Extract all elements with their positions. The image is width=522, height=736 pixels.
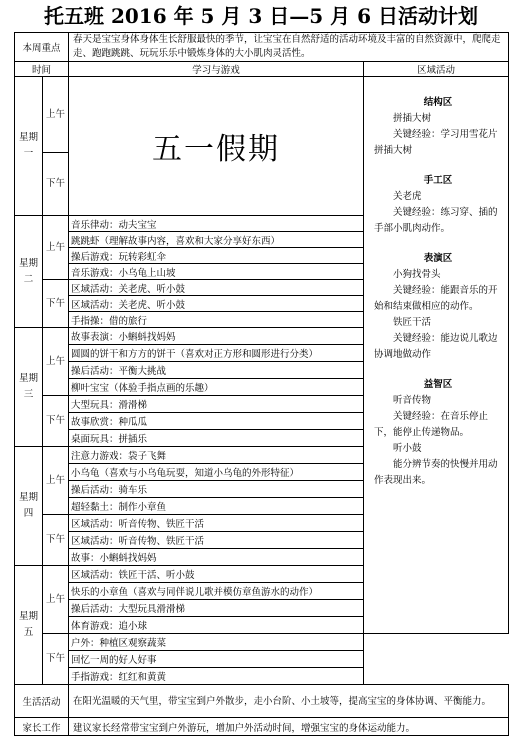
monday-am-label: 上午 xyxy=(43,77,69,153)
zone-line: 关键经验：在音乐停止下，能停止传递物品。 xyxy=(374,411,489,438)
am-label: 上午 xyxy=(43,216,69,280)
life-label: 生活活动 xyxy=(15,685,69,718)
header-row xyxy=(15,62,509,77)
activity-row xyxy=(15,651,509,668)
monday-pm-label: 下午 xyxy=(43,153,69,216)
zone-line: 关键经验：能边说儿歌边协调地做动作 xyxy=(374,333,498,360)
activity-item: 柳叶宝宝（体验手指点画的乐趣） xyxy=(69,379,364,396)
pm-label: 下午 xyxy=(43,634,69,685)
activity-item: 音乐律动：动夫宝宝 xyxy=(69,216,364,232)
day-label-tuesday: 星期二 xyxy=(15,216,43,328)
activity-item: 小乌龟（喜欢与小乌龟玩耍，知道小乌龟的外形特征） xyxy=(69,464,364,481)
focus-row xyxy=(15,33,509,62)
zone-line: 小狗找骨头 xyxy=(393,269,441,280)
monday-am-row xyxy=(15,77,509,153)
zone-line: 关键经验：学习用雪花片拼插大树 xyxy=(374,129,498,156)
activity-item: 区域活动：关老虎、听小鼓 xyxy=(69,296,364,312)
activity-item: 超轻黏土：制作小章鱼 xyxy=(69,498,364,515)
activity-item: 故事欣赏：种瓜瓜 xyxy=(69,413,364,430)
activity-item: 区域活动：关老虎、听小鼓 xyxy=(69,280,364,296)
focus-label: 本周重点 xyxy=(15,33,69,62)
zone-title-craft: 手工区 xyxy=(423,175,453,186)
zone-title-structure: 结构区 xyxy=(423,97,453,108)
header-learning: 学习与游戏 xyxy=(69,62,364,77)
header-time: 时间 xyxy=(15,62,69,77)
pm-label: 下午 xyxy=(43,280,69,328)
day-label-thursday: 星期四 xyxy=(15,447,43,566)
page-title: 托五班 2016 年 5 月 3 日—5 月 6 日活动计划 xyxy=(44,4,478,28)
life-text: 在阳光温暖的天气里，带宝宝到户外散步，走小台阶、小土坡等，提高宝宝的身体协调、平衡能力。 xyxy=(69,685,509,718)
am-label: 上午 xyxy=(43,328,69,396)
zone-line: 听音传物 xyxy=(393,395,432,406)
zone-line: 关键经验：能跟音乐的开始和结束做相应的动作。 xyxy=(374,285,498,312)
activity-item: 圆圆的饼干和方方的饼干（喜欢对正方形和圆形进行分类） xyxy=(69,345,364,362)
activity-item: 桌面玩具：拼插乐 xyxy=(69,430,364,447)
parent-text: 建议家长经常带宝宝到户外游玩，增加户外活动时间，增强宝宝的身体运动能力。 xyxy=(69,718,509,736)
am-label: 上午 xyxy=(43,447,69,515)
zone-line: 铁匠干活 xyxy=(393,317,432,328)
activity-item: 操后活动：大型玩具滑滑梯 xyxy=(69,600,364,617)
activity-item: 区域活动：听音传物、铁匠干活 xyxy=(69,532,364,549)
zone-title-performance: 表演区 xyxy=(423,253,453,264)
day-label-wednesday: 星期三 xyxy=(15,328,43,447)
activity-item: 快乐的小章鱼（喜欢与同伴说儿歌并模仿章鱼游水的动作） xyxy=(69,583,364,600)
activity-item: 注意力游戏：袋子飞舞 xyxy=(69,447,364,464)
parent-label: 家长工作 xyxy=(15,718,69,736)
activity-item: 操后游戏：玩转彩虹伞 xyxy=(69,248,364,264)
zone-line: 能分辨节奏的快慢并用动作表现出来。 xyxy=(374,459,498,486)
activity-item: 故事表演：小蝌蚪找妈妈 xyxy=(69,328,364,345)
activity-item: 跳跳虾（理解故事内容，喜欢和大家分享好东西） xyxy=(69,232,364,248)
zone-line: 听小鼓 xyxy=(393,443,422,454)
activity-item: 体育游戏：追小球 xyxy=(69,617,364,634)
zone-line: 关键经验：练习穿、插的手部小肌肉动作。 xyxy=(374,207,498,234)
activity-item: 故事：小蝌蚪找妈妈 xyxy=(69,549,364,566)
zone-line: 关老虎 xyxy=(393,191,422,202)
header-zone: 区域活动 xyxy=(364,62,509,77)
activity-item: 户外：种植区观察蔬菜 xyxy=(69,634,364,651)
activity-row xyxy=(15,668,509,685)
zone-line: 拼插大树 xyxy=(393,113,432,124)
activity-item: 区域活动：铁匠干活、听小鼓 xyxy=(69,566,364,583)
life-row xyxy=(15,685,509,718)
day-label-friday: 星期五 xyxy=(15,566,43,685)
activity-item: 音乐游戏：小乌龟上山坡 xyxy=(69,264,364,280)
activity-item: 区域活动：听音传物、铁匠干活 xyxy=(69,515,364,532)
parent-row xyxy=(15,718,509,736)
zone-title-puzzle: 益智区 xyxy=(423,379,453,390)
holiday-text: 五一假期 xyxy=(69,77,364,216)
zone-activities xyxy=(364,77,509,634)
pm-label: 下午 xyxy=(43,396,69,447)
day-label-monday: 星期一 xyxy=(15,77,43,216)
pm-label: 下午 xyxy=(43,515,69,566)
activity-plan-table xyxy=(14,32,509,736)
activity-item: 操后活动：骑车乐 xyxy=(69,481,364,498)
focus-text: 春天是宝宝身体身体生长舒服最快的季节，让宝宝在自然舒适的活动环境及丰富的自然资源中，爬爬走走、跑跑跳跳、玩玩乐乐中锻炼身体的大小肌肉灵活性。 xyxy=(69,33,509,62)
activity-item: 大型玩具：滑滑梯 xyxy=(69,396,364,413)
activity-item: 回忆一周的好人好事 xyxy=(69,651,364,668)
activity-item: 操后活动：平衡大挑战 xyxy=(69,362,364,379)
am-label: 上午 xyxy=(43,566,69,634)
activity-item: 手指游戏：红红和黄黄 xyxy=(69,668,364,685)
activity-row xyxy=(15,634,509,651)
activity-item: 手指操：借的旅行 xyxy=(69,312,364,328)
